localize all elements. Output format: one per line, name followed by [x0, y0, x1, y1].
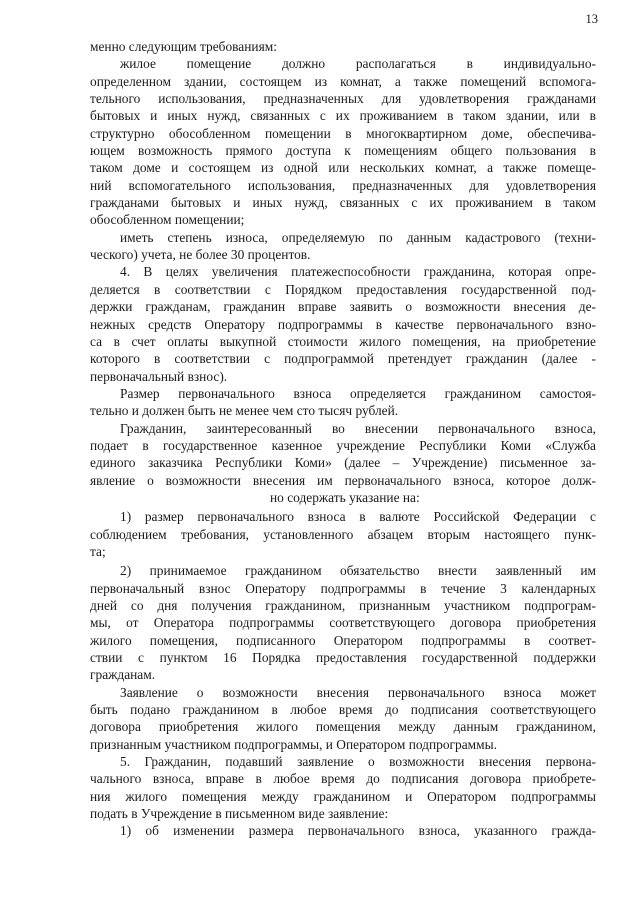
- text-line: таком доме и состоящем из одной или нескольких комнат, а также помеще-: [90, 160, 596, 176]
- text-line: нежных средств Оператору подпрограммы в качестве первоначального взно-: [90, 316, 596, 332]
- text-line: первоначальный взнос).: [90, 368, 228, 384]
- text-line: единого заказчика Республики Коми» (далее – Учреждение) письменное за-: [90, 455, 596, 471]
- text-line: договора приобретения жилого помещения между данным гражданином,: [90, 719, 596, 735]
- text-line: Размер первоначального взноса определяется гражданином самостоя-: [120, 385, 596, 401]
- text-line: ствии с пунктом 16 Порядка предоставления государственной поддержки: [90, 650, 596, 666]
- text-line: структурно обособленном помещении в многоквартирном доме, обеспечива-: [90, 125, 596, 141]
- text-line: явление о возможности внесения им первоначального взноса, которое долж-: [90, 472, 596, 488]
- text-line: определенном здании, состоящем из комнат, а также помещений вспомога-: [90, 73, 596, 89]
- text-line: са в счет оплаты выкупной стоимости жилого помещения, на приобретение: [90, 333, 596, 349]
- text-line: жилого помещения, подписанного Оператором подпрограммы в соответ-: [90, 632, 596, 648]
- text-line: ний вспомогательного использования, предназначенных для удовлетворения: [90, 177, 596, 193]
- text-line: 1) размер первоначального взноса в валюте Российской Федерации с: [120, 509, 596, 525]
- text-line: но содержать указание на:: [270, 489, 420, 505]
- text-line: бытовых и иных нужд, связанных с их проживанием в таком здании, или в: [90, 108, 596, 124]
- text-line: первоначальный взнос Оператору подпрограммы в течение 3 календарных: [90, 580, 596, 596]
- text-line: ческого) учета, не более 30 процентов.: [90, 247, 311, 263]
- text-line: менно следующим требованиям:: [90, 39, 277, 54]
- text-line: дней со дня получения гражданином, признанным участником подпрограм-: [90, 598, 596, 613]
- text-line: ющем возможность прямого доступа к помещениям общего пользования в: [90, 143, 596, 159]
- text-line: которого в соответствии с подпрограммой претендует гражданин (далее -: [90, 351, 596, 367]
- text-line: Заявление о возможности внесения первоначального взноса может: [120, 684, 596, 700]
- text-line: 2) принимаемое гражданином обязательство внести заявленный им: [120, 563, 596, 579]
- text-line: 5. Гражданин, подавший заявление о возможности внесения первона-: [120, 754, 596, 770]
- text-line: обособленном помещении;: [90, 212, 245, 228]
- text-line: быть подано гражданином в любое время до подписания соответствующего: [90, 702, 596, 718]
- text-line: подает в государственное казенное учреждение Республики Коми «Служба: [90, 437, 596, 453]
- text-line: тельно и должен быть не менее чем сто тысяч рублей.: [90, 403, 399, 419]
- text-line: ния жилого помещения между гражданином и Оператором подпрограммы: [90, 788, 596, 804]
- text-line: та;: [90, 543, 106, 559]
- body-text: [90, 38, 596, 840]
- page-number: 13: [585, 12, 598, 26]
- text-line: тельного использования, предназначенных для удовлетворения гражданами: [90, 91, 596, 107]
- text-line: соблюдением требования, установленного абзацем вторым настоящего пунк-: [90, 526, 596, 542]
- text-line: 4. В целях увеличения платежеспособности гражданина, которая опре-: [120, 264, 596, 280]
- text-line: мы, от Оператора подпрограммы соответствующего договора приобретения: [90, 615, 596, 631]
- text-line: признанным участником подпрограммы, и Оператором подпрограммы.: [90, 736, 497, 752]
- text-line: Гражданин, заинтересованный во внесении первоначального взноса,: [120, 420, 596, 436]
- text-line: держки гражданам, гражданин вправе заявить о возможности внесения де-: [90, 299, 596, 315]
- text-line: гражданам.: [90, 667, 156, 683]
- text-line: жилое помещение должно располагаться в индивидуально-: [120, 56, 596, 72]
- text-line: чального взноса, вправе в любое время до подписания договора приобрете-: [90, 771, 596, 787]
- text-line: деляется в соответствии с Порядком предоставления государственной под-: [90, 281, 596, 297]
- text-line: гражданами бытовых и иных нужд, связанных с их проживанием в таком: [90, 195, 596, 211]
- text-line: 1) об изменении размера первоначального взноса, указанного гражда-: [120, 823, 596, 839]
- text-line: подать в Учреждение в письменном виде заявление:: [90, 806, 389, 822]
- text-line: иметь степень износа, определяемую по данным кадастрового (техни-: [120, 229, 596, 245]
